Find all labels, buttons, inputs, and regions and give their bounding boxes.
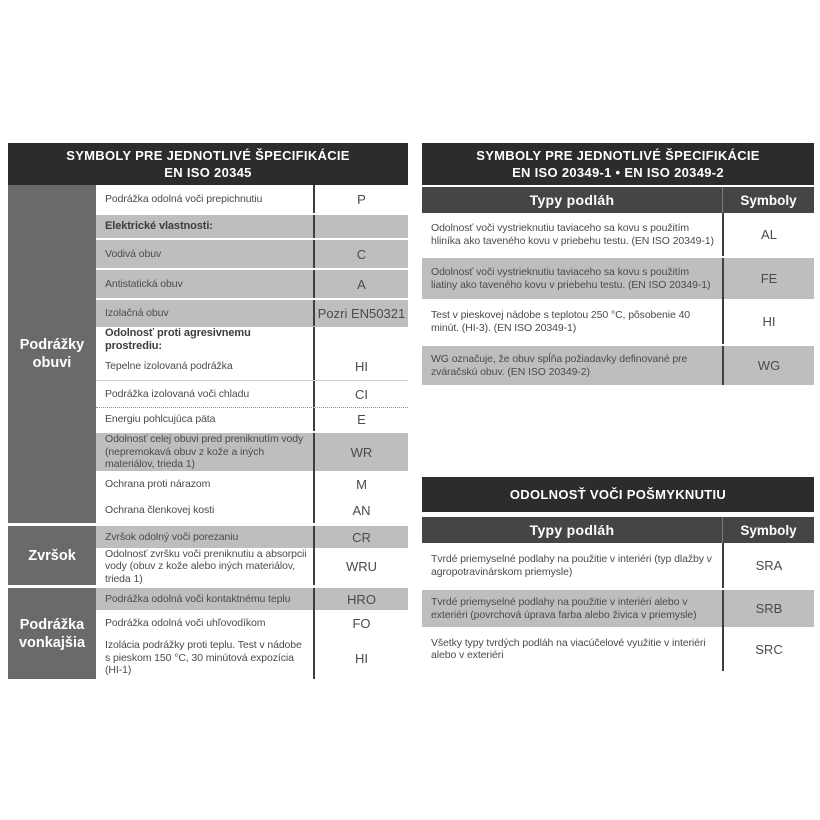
column-header-symbols: Symboly: [722, 517, 814, 543]
en-iso-20349-table: [422, 143, 814, 385]
row-symbol: CI: [313, 381, 408, 407]
row-description: Odolnosť proti agresivnemu prostrediu:: [105, 327, 251, 352]
table-row: [96, 523, 408, 548]
table-row: [96, 585, 408, 610]
column-header-types: Typy podláh: [529, 522, 615, 538]
row-description: Energiu pohlcujúca päta: [105, 413, 216, 426]
table-row: [96, 185, 408, 213]
row-symbol: A: [313, 270, 408, 298]
table-title-line2: EN ISO 20349-1 • EN ISO 20349-2: [512, 165, 724, 180]
table-title-line1: SYMBOLY PRE JEDNOTLIVÉ ŠPECIFIKÁCIE: [66, 148, 350, 163]
table-row: [422, 344, 814, 385]
column-header-types: Typy podláh: [529, 192, 615, 208]
group-column: [8, 185, 96, 679]
row-symbol: M: [313, 471, 408, 497]
table-row: [96, 610, 408, 637]
row-symbol: HI: [313, 637, 408, 679]
group-cell-podrazky-obuvi: Podrážky obuvi: [8, 185, 96, 523]
row-symbol: E: [313, 408, 408, 431]
row-symbol: WR: [313, 433, 408, 471]
row-description: Podrážka izolovaná voči chladu: [105, 387, 250, 400]
table-row: [422, 299, 814, 344]
slip-resistance-table: [422, 477, 814, 671]
row-symbol: SRB: [722, 590, 814, 627]
table-row: [96, 326, 408, 352]
row-description: Podrážka odolná voči prepichnutiu: [105, 192, 263, 205]
table-row: [96, 637, 408, 679]
table-title-line1: SYMBOLY PRE JEDNOTLIVÉ ŠPECIFIKÁCIE: [476, 148, 760, 163]
column-header-row: [422, 185, 814, 213]
group-cell-podrazka-vonkajsia: Podrážka vonkajšia: [8, 588, 96, 679]
table-row: [422, 588, 814, 627]
en-iso-20345-table: [8, 143, 408, 679]
row-symbol: [313, 215, 408, 238]
row-description: Podrážka odolná voči kontaktnému teplu: [105, 592, 291, 605]
table-row: [422, 213, 814, 256]
row-description: Odolnosť celej obuvi pred preniknutím vody (nepremokavá obuv z kože a iných materiálov, trieda 1): [105, 433, 304, 471]
group-cell-zvrsok: Zvršok: [8, 526, 96, 585]
row-symbol: P: [313, 185, 408, 213]
table-row: [96, 298, 408, 326]
row-description: Izolácia podrážky proti teplu. Test v nádobe s pieskom 150 °C, 30 minútová expozícia (HI-1): [105, 639, 302, 677]
row-symbol: AN: [313, 497, 408, 523]
row-description: Zvršok odolný voči porezaniu: [105, 530, 239, 543]
table-body: [8, 185, 408, 679]
row-description: Tepelne izolovaná podrážka: [105, 359, 233, 372]
column-header-symbols: Symboly: [722, 187, 814, 213]
row-description: Odolnosť voči vystrieknutiu taviaceho sa kovu s použitím hliníka ako taveného kovu v priebehu testu. (EN ISO 20349-1): [431, 222, 714, 247]
row-description: Podrážka odolná voči uhľovodíkom: [105, 617, 266, 630]
table-row: [96, 408, 408, 431]
table-row: [96, 268, 408, 298]
table-row: [422, 543, 814, 588]
row-symbol: HRO: [313, 588, 408, 610]
table-row: [96, 497, 408, 523]
table-row: [422, 627, 814, 671]
row-symbol: HI: [722, 299, 814, 344]
row-description: Elektrické vlastnosti:: [105, 220, 213, 233]
column-header-row: [422, 515, 814, 543]
table-row: [96, 238, 408, 268]
table-row: [422, 256, 814, 299]
row-symbol: SRC: [722, 627, 814, 671]
row-symbol: AL: [722, 213, 814, 256]
table-row: [96, 431, 408, 471]
row-symbol: FE: [722, 258, 814, 299]
row-description: WG označuje, že obuv spĺňa požiadavky definované pre zváračskú obuv. (EN ISO 20349-2): [431, 353, 688, 378]
row-symbol: WG: [722, 346, 814, 385]
row-description: Vodivá obuv: [105, 247, 162, 260]
row-symbol: [313, 327, 408, 352]
row-description: Ochrana členkovej kosti: [105, 503, 215, 516]
table-row: [96, 213, 408, 238]
row-description: Izolačná obuv: [105, 306, 169, 319]
rows-column: [96, 185, 408, 679]
table-title-line2: EN ISO 20345: [164, 165, 252, 180]
row-symbol: CR: [313, 526, 408, 548]
row-symbol: C: [313, 240, 408, 268]
row-description: Odolnosť zvršku voči preniknutiu a absorpcii vody (obuv z kože alebo iných materiálov, trieda 1): [105, 547, 307, 585]
row-symbol: WRU: [313, 548, 408, 585]
row-description: Test v pieskovej nádobe s teplotou 250 °C, pôsobenie 40 minút. (HI-3). (EN ISO 20349-1): [431, 309, 691, 334]
table-title: [422, 143, 814, 185]
row-description: Tvrdé priemyselné podlahy na použitie v interiéri alebo v exteriéri (povrchová úprava farba alebo živica v priemysle): [431, 596, 697, 621]
row-description: Odolnosť voči vystrieknutiu taviaceho sa kovu s použitím liatiny ako taveného kovu v priebehu testu. (EN ISO 20349-1): [431, 266, 711, 291]
row-description: Ochrana proti nárazom: [105, 477, 211, 490]
table-row: [96, 471, 408, 497]
table-title: [8, 143, 408, 185]
table-row: [96, 352, 408, 381]
row-description: Všetky typy tvrdých podláh na viacúčelové využitie v interiéri alebo v exteriéri: [431, 636, 706, 661]
table-row: [96, 548, 408, 585]
table-title: [422, 477, 814, 512]
row-symbol: HI: [313, 352, 408, 380]
row-symbol: Pozri EN50321: [313, 300, 408, 326]
table-title-line1: ODOLNOSŤ VOČI POŠMYKNUTIU: [509, 487, 727, 502]
table-row: [96, 381, 408, 408]
row-description: Tvrdé priemyselné podlahy na použitie v interiéri (typ dlažby v agropotravinárskom priemysle): [431, 553, 712, 578]
row-symbol: FO: [313, 610, 408, 637]
row-description: Antistatická obuv: [105, 277, 183, 290]
row-symbol: SRA: [722, 543, 814, 588]
